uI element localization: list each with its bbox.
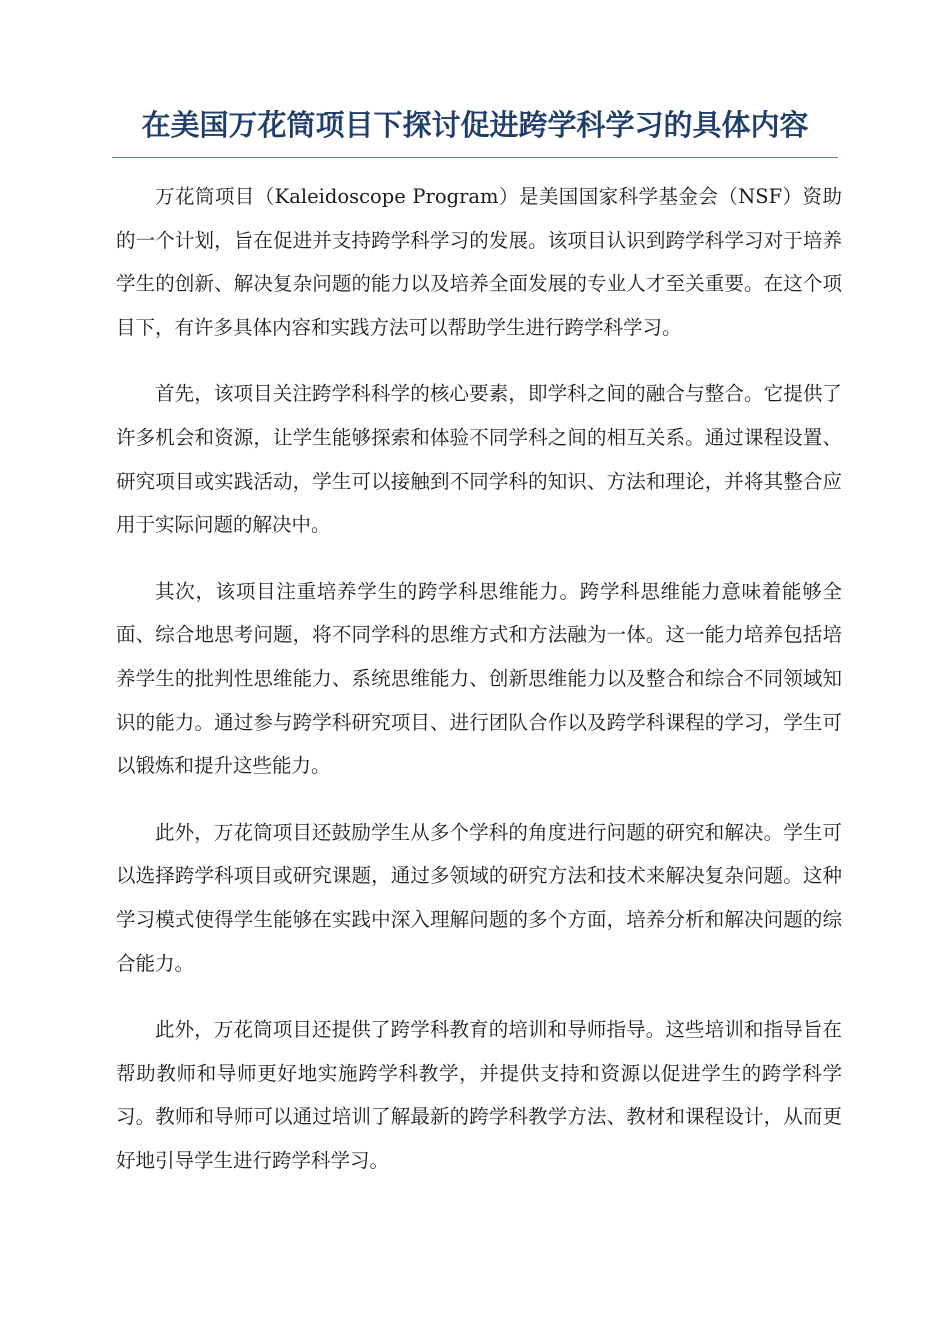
- document-title: 在美国万花筒项目下探讨促进跨学科学习的具体内容: [141, 108, 809, 142]
- document-body: [116, 175, 842, 1205]
- paragraph-1: 万花筒项目（Kaleidoscope Program）是美国国家科学基金会（NSF）资助的一个计划，旨在促进并支持跨学科学习的发展。该项目认识到跨学科学习对于培养学生的创新、解决复杂问题的能力以及培养全面发展的专业人才至关重要。在这个项目下，有许多具体内容和实践方法可以帮助学生进行跨学科学习。: [116, 185, 842, 339]
- title-divider: [112, 157, 838, 158]
- paragraph-4: 此外，万花筒项目还鼓励学生从多个学科的角度进行问题的研究和解决。学生可以选择跨学科项目或研究课题，通过多领域的研究方法和技术来解决复杂问题。这种学习模式使得学生能够在实践中深入理解问题的多个方面，培养分析和解决问题的综合能力。: [116, 820, 842, 975]
- paragraph-2: 首先，该项目关注跨学科科学的核心要素，即学科之间的融合与整合。它提供了许多机会和资源，让学生能够探索和体验不同学科之间的相互关系。通过课程设置、研究项目或实践活动，学生可以接触到不同学科的知识、方法和理论，并将其整合应用于实际问题的解决中。: [116, 382, 842, 537]
- paragraph-3: 其次，该项目注重培养学生的跨学科思维能力。跨学科思维能力意味着能够全面、综合地思考问题，将不同学科的思维方式和方法融为一体。这一能力培养包括培养学生的批判性思维能力、系统思维能力、创新思维能力以及整合和综合不同领域知识的能力。通过参与跨学科研究项目、进行团队合作以及跨学科课程的学习，学生可以锻炼和提升这些能力。: [116, 579, 842, 778]
- paragraph-5: 此外，万花筒项目还提供了跨学科教育的培训和导师指导。这些培训和指导旨在帮助教师和导师更好地实施跨学科教学，并提供支持和资源以促进学生的跨学科学习。教师和导师可以通过培训了解最新的跨学科教学方法、教材和课程设计，从而更好地引导学生进行跨学科学习。: [116, 1018, 842, 1172]
